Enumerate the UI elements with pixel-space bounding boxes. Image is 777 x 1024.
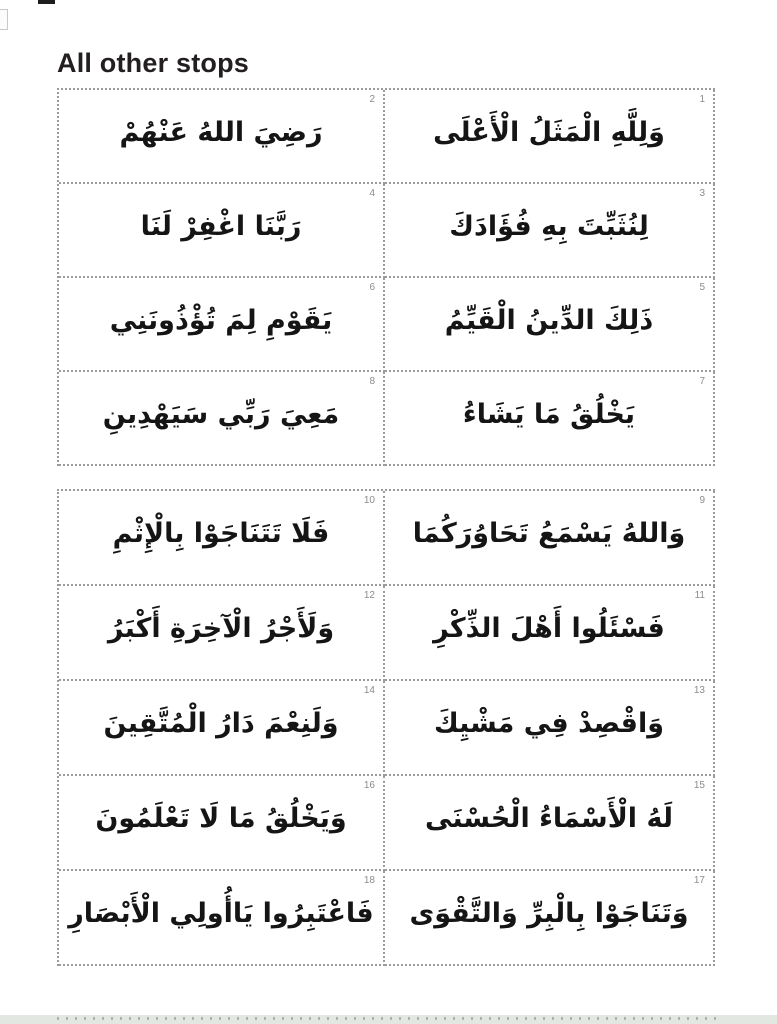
cell-number: 8 [369,376,375,387]
cell-number: 3 [699,188,705,199]
flashcard-cell-8 [59,372,385,466]
page-title: All other stops [57,48,250,79]
arabic-phrase: لَهُ الْأَسْمَاءُ الْحُسْنَى [425,803,673,835]
arabic-phrase: وَلَأَجْرُ الْآخِرَةِ أَكْبَرُ [107,613,335,645]
flashcard-cell-12 [59,586,385,681]
cell-number: 14 [363,685,375,696]
arabic-phrase: وَاللهُ يَسْمَعُ تَحَاوُرَكُمَا [412,518,686,550]
arabic-phrase: فَلَا تَتَنَاجَوْا بِالْإِثْمِ [112,518,330,550]
arabic-phrase: فَسْئَلُوا أَهْلَ الذِّكْرِ [433,613,665,645]
flashcard-cell-4 [59,184,385,278]
arabic-phrase: وَتَنَاجَوْا بِالْبِرِّ وَالتَّقْوَى [409,898,689,930]
arabic-phrase: لِنُثَبِّتَ بِهِ فُؤَادَكَ [449,210,649,242]
arabic-phrase: وَاقْصِدْ فِي مَشْيِكَ [433,708,665,740]
flashcard-cell-1 [385,90,715,184]
flashcard-cell-10 [59,491,385,586]
flashcard-cell-16 [59,776,385,871]
flashcard-cell-15 [385,776,715,871]
cell-number: 1 [699,94,705,105]
arabic-phrase: يَقَوْمِ لِمَ تُؤْذُونَنِي [109,304,333,336]
flashcard-cell-11 [385,586,715,681]
flashcard-cell-18 [59,871,385,966]
arabic-phrase: وَلِلَّهِ الْمَثَلُ الْأَعْلَى [433,116,665,148]
cell-number: 6 [369,282,375,293]
flashcard-cell-9 [385,491,715,586]
flashcard-cell-17 [385,871,715,966]
cell-number: 17 [693,875,705,886]
arabic-phrase: ذَلِكَ الدِّينُ الْقَيِّمُ [444,304,654,336]
cell-number: 15 [693,780,705,791]
flashcard-cell-13 [385,681,715,776]
cell-number: 11 [694,590,705,601]
cell-number: 12 [363,590,375,601]
next-page-edge [0,1015,777,1024]
arabic-phrase: رَضِيَ اللهُ عَنْهُمْ [119,116,323,148]
flashcard-grid-bottom [57,489,715,966]
arabic-phrase: مَعِيَ رَبِّي سَيَهْدِينِ [102,398,340,430]
arabic-phrase: يَخْلُقُ مَا يَشَاءُ [462,398,636,430]
flashcard-grid-top [57,88,715,466]
arabic-phrase: رَبَّنَا اغْفِرْ لَنَا [140,210,302,242]
cell-number: 13 [693,685,705,696]
arabic-phrase: فَاعْتَبِرُوا يَاأُولِي الْأَبْصَارِ [68,898,374,930]
flashcard-cell-7 [385,372,715,466]
flashcard-cell-5 [385,278,715,372]
cell-number: 2 [369,94,375,105]
flashcard-cell-3 [385,184,715,278]
cell-number: 18 [363,875,375,886]
scan-mark-left-edge [0,9,8,30]
cell-number: 4 [369,188,375,199]
flashcard-cell-14 [59,681,385,776]
flashcard-cell-2 [59,90,385,184]
flashcard-cell-6 [59,278,385,372]
scan-mark-top [38,0,55,4]
cell-number: 5 [699,282,705,293]
arabic-phrase: وَلَنِعْمَ دَارُ الْمُتَّقِينَ [103,708,339,740]
cell-number: 7 [699,376,705,387]
cell-number: 9 [699,495,705,506]
cell-number: 16 [363,780,375,791]
arabic-phrase: وَيَخْلُقُ مَا لَا تَعْلَمُونَ [95,803,347,835]
cell-number: 10 [363,495,375,506]
